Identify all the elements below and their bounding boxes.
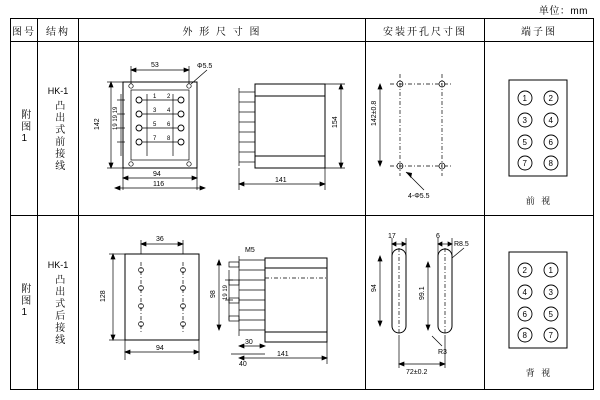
svg-text:8: 8 (167, 135, 171, 142)
svg-text:5: 5 (548, 310, 553, 319)
cell-structure (38, 216, 79, 390)
outline-drawing-rear (79, 218, 363, 388)
svg-text:6: 6 (548, 138, 553, 147)
header-structure: 结构 (38, 19, 79, 42)
svg-text:154: 154 (332, 115, 339, 128)
svg-text:4: 4 (522, 288, 527, 297)
cell-outline-drawing (79, 42, 366, 216)
cell-mounting-drawing (366, 216, 485, 390)
svg-text:Φ5.5: Φ5.5 (197, 62, 213, 70)
cell-fig-no (11, 42, 38, 216)
mounting-drawing-front (366, 44, 482, 214)
terminal-caption: 背 视 (525, 368, 553, 378)
table-row (11, 216, 594, 390)
svg-text:3: 3 (522, 116, 527, 125)
svg-text:7: 7 (153, 135, 157, 142)
unit-note: 单位：mm (538, 6, 588, 17)
svg-text:17: 17 (388, 232, 396, 240)
svg-text:98: 98 (210, 289, 217, 298)
svg-text:6: 6 (522, 310, 527, 319)
mounting-drawing-rear (366, 218, 482, 388)
svg-text:8: 8 (548, 159, 553, 168)
svg-text:19 19: 19 19 (223, 284, 229, 300)
svg-text:30: 30 (245, 338, 253, 346)
svg-text:1: 1 (548, 266, 553, 275)
svg-text:3: 3 (548, 288, 553, 297)
model-label: HK-1 (47, 259, 69, 270)
cell-outline-drawing (79, 216, 366, 390)
svg-text:4: 4 (548, 116, 553, 125)
svg-text:72±0.2: 72±0.2 (406, 368, 428, 376)
fig-no-label: 附图1 (18, 282, 30, 320)
svg-text:19 19 19: 19 19 19 (113, 106, 119, 130)
svg-text:7: 7 (522, 159, 527, 168)
header-terminal: 端子图 (485, 19, 594, 42)
svg-text:116: 116 (153, 180, 165, 188)
cell-terminal-drawing (485, 42, 594, 216)
dimension-table (10, 18, 594, 390)
svg-text:128: 128 (100, 289, 107, 302)
structure-label: 凸出式后接线 (52, 273, 64, 346)
svg-text:6: 6 (167, 121, 171, 128)
svg-text:2: 2 (522, 266, 527, 275)
svg-text:141: 141 (277, 350, 289, 358)
svg-text:7: 7 (548, 331, 553, 340)
svg-text:142±0.8: 142±0.8 (371, 100, 378, 126)
svg-text:3: 3 (153, 107, 157, 114)
svg-text:141: 141 (275, 176, 287, 184)
header-outline: 外 形 尺 寸 图 (79, 19, 366, 42)
terminal-caption: 前 视 (525, 196, 553, 206)
header-fig-no: 图号 (11, 19, 38, 42)
svg-text:4-Φ5.5: 4-Φ5.5 (408, 192, 430, 200)
svg-text:99.1: 99.1 (419, 285, 426, 300)
table-row (11, 42, 594, 216)
svg-text:1: 1 (153, 93, 157, 100)
fig-no-label: 附图1 (18, 108, 30, 146)
svg-text:5: 5 (522, 138, 527, 147)
svg-text:94: 94 (371, 283, 378, 292)
outline-drawing-front (79, 44, 363, 214)
svg-text:8: 8 (522, 331, 527, 340)
svg-text:2: 2 (548, 94, 553, 103)
svg-text:R8.5: R8.5 (454, 240, 469, 248)
cell-structure (38, 42, 79, 216)
svg-text:53: 53 (151, 61, 159, 69)
model-label: HK-1 (47, 85, 69, 96)
header-mounting: 安装开孔尺寸图 (366, 19, 485, 42)
cell-terminal-drawing (485, 216, 594, 390)
svg-text:1: 1 (522, 94, 527, 103)
svg-text:R3: R3 (438, 348, 447, 356)
svg-text:M5: M5 (245, 246, 255, 254)
svg-text:4: 4 (167, 107, 171, 114)
svg-text:142: 142 (94, 117, 101, 130)
table-header-row (11, 19, 594, 42)
structure-label: 凸出式前接线 (52, 99, 64, 172)
svg-text:5: 5 (153, 121, 157, 128)
svg-text:94: 94 (153, 170, 161, 178)
svg-text:36: 36 (156, 235, 164, 243)
svg-text:2: 2 (167, 93, 171, 100)
cell-mounting-drawing (366, 42, 485, 216)
svg-text:40: 40 (239, 360, 247, 368)
cell-fig-no (11, 216, 38, 390)
svg-text:6: 6 (436, 232, 440, 240)
svg-text:94: 94 (156, 344, 164, 352)
